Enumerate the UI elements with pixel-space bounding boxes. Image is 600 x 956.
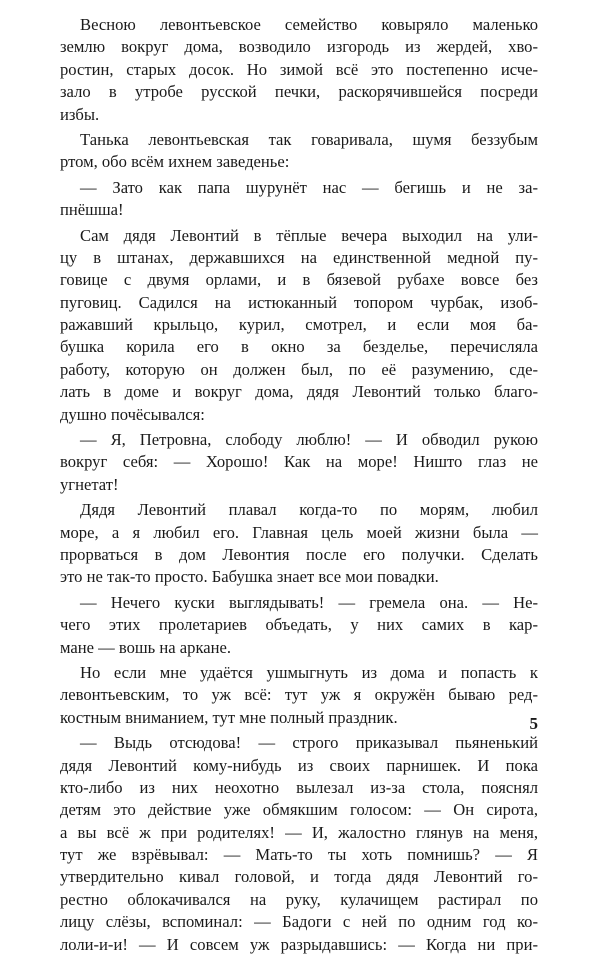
text-line: рестно облокачивался на руку, кулачищем растирал по bbox=[60, 889, 538, 909]
paragraph bbox=[60, 732, 538, 956]
text-line: избы. bbox=[60, 104, 100, 124]
text-line: лицу слёзы, вспоминал: — Бадоги с ней по одним год ко- bbox=[60, 912, 538, 932]
paragraph bbox=[60, 662, 538, 729]
text-line: душно почёсывался: bbox=[60, 404, 205, 424]
text-line: детям это действие уже обмякшим голосом: — Он сирота, bbox=[60, 800, 538, 820]
paragraph bbox=[60, 429, 538, 496]
text-line: — Я, Петровна, слободу люблю! — И обводил рукою bbox=[80, 430, 538, 450]
text-line: мане — вошь на аркане. bbox=[60, 637, 232, 657]
text-line: — Зато как папа шурунёт нас — бегишь и не за- bbox=[80, 177, 538, 197]
text-line: это не так-то просто. Бабушка знает все мои повадки. bbox=[60, 567, 439, 587]
text-line: левонтьевским, то уж всё: тут уж я окружён бываю ред- bbox=[60, 685, 538, 705]
text-line: Но если мне удаётся ушмыгнуть из дома и попасть к bbox=[80, 662, 538, 682]
text-line: тут же взрёвывал: — Мать-то ты хоть помнишь? — Я bbox=[60, 845, 538, 865]
text-line: кто-либо из них неохотно вылезал из-за стола, пояснял bbox=[60, 777, 538, 797]
text-line: землю вокруг дома, возводило изгородь из жердей, хво- bbox=[60, 37, 538, 57]
text-line: работу, которую он должен был, по её разумению, сде- bbox=[60, 359, 538, 379]
text-line: цу в штанах, державшихся на единственной медной пу- bbox=[60, 247, 538, 267]
paragraph bbox=[60, 225, 538, 427]
text-line: прорваться в дом Левонтия после его получки. Сделать bbox=[60, 544, 538, 564]
text-line: дядя Левонтий кому-нибудь из своих парнишек. И пока bbox=[60, 755, 538, 775]
paragraph bbox=[60, 14, 538, 126]
text-line: говице с двумя орлами, и в бязевой рубахе вовсе без bbox=[60, 270, 538, 290]
text-line: — Нечего куски выглядывать! — гремела она. — Не- bbox=[80, 592, 538, 612]
text-line: Танька левонтьевская так говаривала, шумя беззубым bbox=[80, 129, 538, 149]
paragraph bbox=[60, 177, 538, 222]
text-line: ражавший крыльцо, курил, смотрел, и если моя ба- bbox=[60, 315, 538, 335]
text-line: море, а я любил его. Главная цель моей жизни была — bbox=[60, 522, 538, 542]
text-line: чего этих пролетариев объедать, у них самих в кар- bbox=[60, 615, 538, 635]
page-number: 5 bbox=[529, 714, 538, 733]
paragraph bbox=[60, 499, 538, 589]
text-line: ртом, обо всём ихнем заведенье: bbox=[60, 152, 290, 172]
text-line: костным вниманием, тут мне полный праздник. bbox=[60, 707, 398, 727]
text-line: бушка корила его в окно за безделье, перечисляла bbox=[60, 337, 538, 357]
text-line: пуговиц. Садился на истюканный топором чурбак, изоб- bbox=[60, 292, 538, 312]
text-line: лоли-и-и! — И совсем уж разрыдавшись: — Когда ни при- bbox=[60, 934, 538, 954]
text-line: а вы всё ж при родителях! — И, жалостно глянув на меня, bbox=[60, 822, 538, 842]
paragraph bbox=[60, 129, 538, 174]
text-line: пнёшша! bbox=[60, 200, 124, 220]
text-line: лать в доме и вокруг дома, дядя Левонтий только благо- bbox=[60, 382, 538, 402]
text-line: зало в утробе русской печки, раскорячившейся посреди bbox=[60, 82, 538, 102]
text-line: Сам дядя Левонтий в тёплые вечера выходил на ули- bbox=[80, 225, 538, 245]
text-line: утвердительно кивал головой, и тогда дядя Левонтий го- bbox=[60, 867, 538, 887]
text-line: — Выдь отсюдова! — строго приказывал пьяненький bbox=[80, 733, 538, 753]
body-text bbox=[60, 14, 538, 956]
text-line: угнетат! bbox=[60, 474, 119, 494]
text-line: Весною левонтьевское семейство ковыряло маленько bbox=[80, 15, 538, 34]
text-line: Дядя Левонтий плавал когда-то по морям, любил bbox=[80, 500, 538, 520]
text-line: вокруг себя: — Хорошо! Как на море! Ништо глаз не bbox=[60, 452, 538, 472]
paragraph bbox=[60, 592, 538, 659]
text-line: ростин, старых досок. Но зимой всё это постепенно исче- bbox=[60, 59, 538, 79]
